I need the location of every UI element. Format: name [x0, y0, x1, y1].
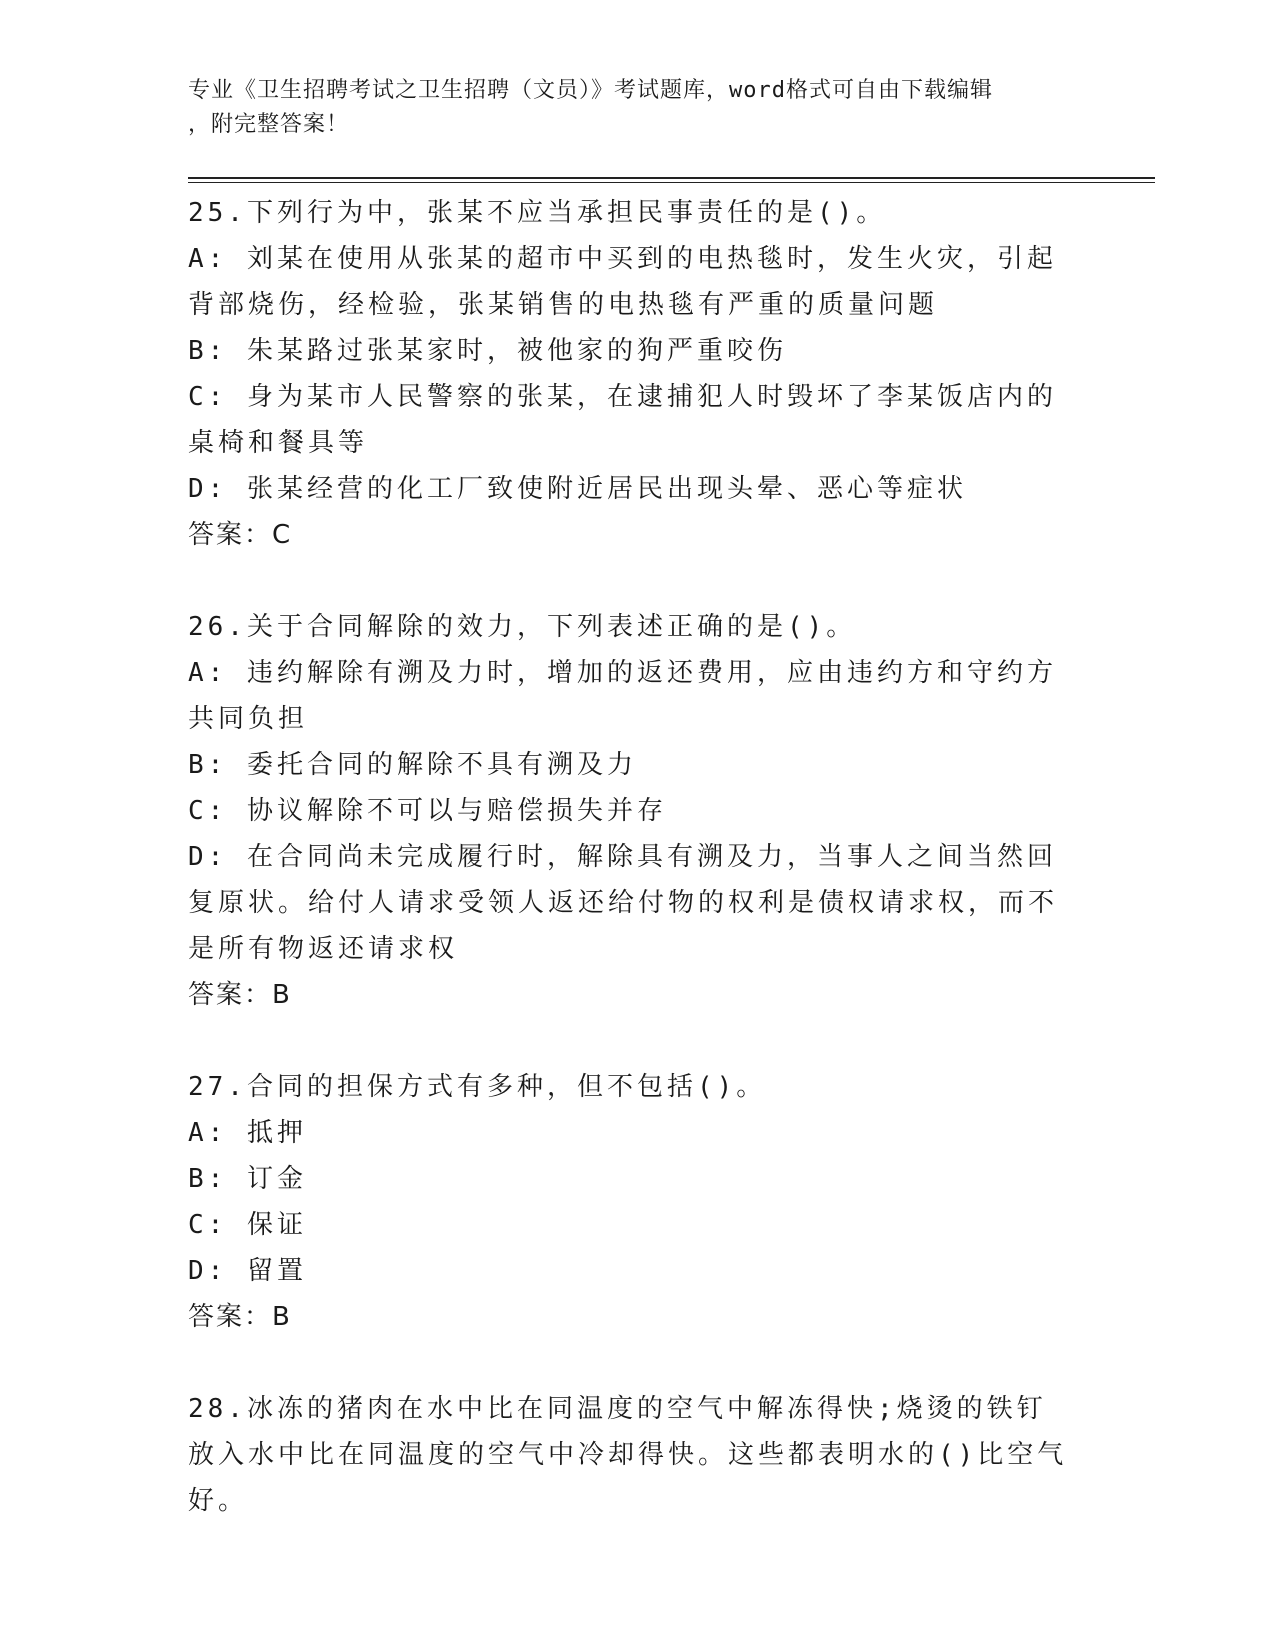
option-a: A: 抵押 [188, 1118, 307, 1148]
spacer [188, 1018, 1068, 1064]
option-c: C: 保证 [188, 1210, 307, 1240]
option-b: B: 委托合同的解除不具有溯及力 [188, 750, 637, 780]
option-a: A: 刘某在使用从张某的超市中买到的电热毯时，发生火灾，引起背部烧伤，经检验，张某销售的电热毯有严重的质量问题 [188, 244, 1057, 320]
document-header [188, 74, 1068, 142]
question-28 [188, 1386, 1068, 1524]
header-line-1: 专业《卫生招聘考试之卫生招聘（文员）》考试题库，word格式可自由下载编辑 [188, 78, 993, 103]
spacer [188, 558, 1068, 604]
question-stem: 26.关于合同解除的效力，下列表述正确的是()。 [188, 612, 857, 642]
option-d: D: 在合同尚未完成履行时，解除具有溯及力，当事人之间当然回复原状。给付人请求受领人返还给付物的权利是债权请求权，而不是所有物返还请求权 [188, 842, 1059, 964]
question-27 [188, 1064, 1068, 1340]
header-divider-thick [188, 177, 1155, 179]
header-divider-thin [188, 182, 1155, 183]
question-stem: 27.合同的担保方式有多种，但不包括()。 [188, 1072, 767, 1102]
question-stem: 25.下列行为中，张某不应当承担民事责任的是()。 [188, 198, 887, 228]
option-d: D: 张某经营的化工厂致使附近居民出现头晕、恶心等症状 [188, 474, 967, 504]
question-26 [188, 604, 1068, 1018]
option-a: A: 违约解除有溯及力时，增加的返还费用，应由违约方和守约方共同负担 [188, 658, 1057, 734]
question-25 [188, 190, 1068, 558]
option-d: D: 留置 [188, 1256, 307, 1286]
option-c: C: 协议解除不可以与赔偿损失并存 [188, 796, 667, 826]
question-stem: 28.冰冻的猪肉在水中比在同温度的空气中解冻得快;烧烫的铁钉放入水中比在同温度的空气中冷却得快。这些都表明水的()比空气好。 [188, 1394, 1068, 1516]
answer: 答案：C [188, 520, 293, 550]
answer: 答案：B [188, 980, 292, 1010]
header-line-2: ，附完整答案！ [188, 112, 350, 137]
question-list [188, 190, 1068, 1524]
spacer [188, 1340, 1068, 1386]
option-c: C: 身为某市人民警察的张某，在逮捕犯人时毁坏了李某饭店内的桌椅和餐具等 [188, 382, 1057, 458]
option-b: B: 订金 [188, 1164, 307, 1194]
answer: 答案：B [188, 1302, 292, 1332]
option-b: B: 朱某路过张某家时，被他家的狗严重咬伤 [188, 336, 787, 366]
